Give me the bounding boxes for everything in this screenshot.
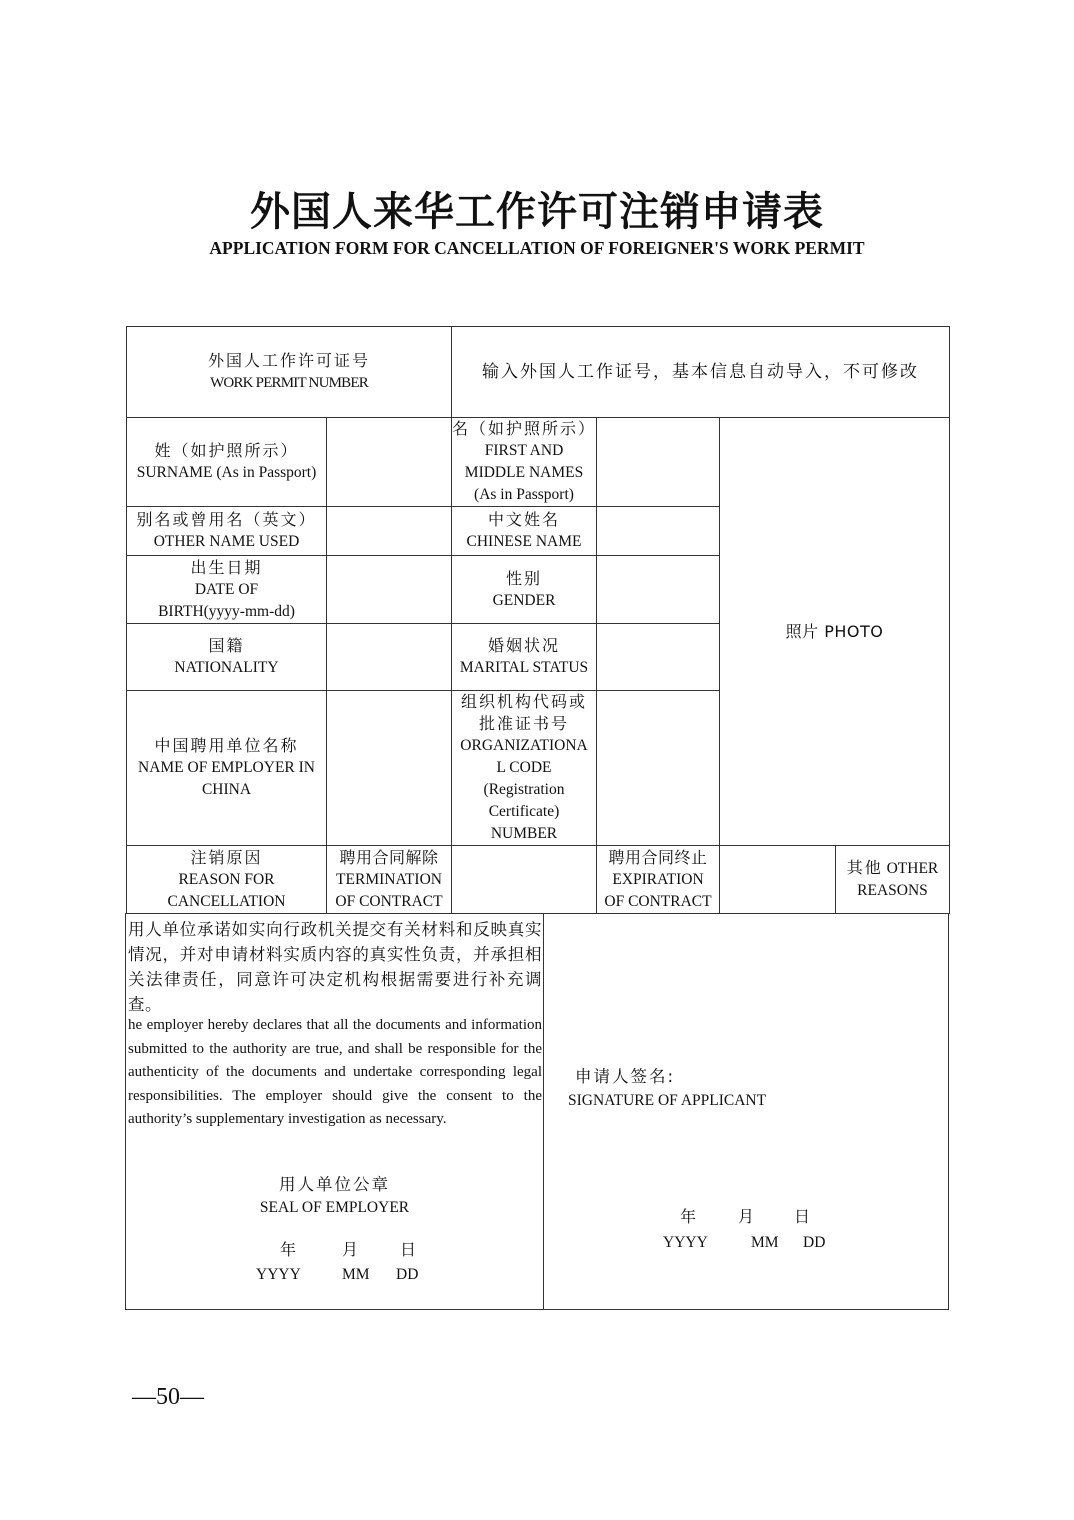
org-code-label-en-3: (Registration <box>483 781 565 798</box>
cancellation-label-en-2: CANCELLATION <box>167 892 286 910</box>
permit-number-label-cell <box>126 326 452 418</box>
employer-label-en-1: NAME OF EMPLOYER IN <box>138 759 315 776</box>
declaration-text-cn: 用人单位承诺如实向行政机关提交有关材料和反映真实情况，并对申请材料实质内容的真实性负责，并承担相关法律责任，同意许可决定机构根据需要进行补充调查。 <box>128 920 542 1014</box>
nationality-label-en: NATIONALITY <box>174 659 279 676</box>
chinese-name-input[interactable] <box>596 506 720 556</box>
reason-other-checkbox[interactable] <box>835 845 950 914</box>
photo-label: 照片 PHOTO <box>785 621 884 641</box>
employer-label-cn: 中国聘用单位名称 <box>154 736 299 755</box>
gender-label-en: GENDER <box>492 591 556 609</box>
dob-label-cell <box>126 555 327 624</box>
cancellation-label-en-1: REASON FOR <box>178 870 275 888</box>
signature-date-month-en: MM <box>751 1234 779 1251</box>
org-code-label-en-2: L CODE <box>496 759 552 776</box>
marital-status-label-cell <box>451 623 597 691</box>
other-name-input[interactable] <box>326 506 452 556</box>
seal-label-cn: 用人单位公章 <box>279 1175 390 1194</box>
surname-input[interactable] <box>326 417 452 507</box>
reason-expiration-cn: 聘用合同终止 <box>608 847 708 867</box>
signature-label-cn: 申请人签名: <box>575 1067 676 1086</box>
permit-number-hint: 输入外国人工作证号，基本信息自动导入，不可修改 <box>482 362 919 382</box>
org-code-label-en-1: ORGANIZATIONA <box>460 737 588 754</box>
seal-date-day-cn: 日 <box>400 1240 419 1259</box>
first-names-input[interactable] <box>596 417 720 507</box>
seal-date-month-cn: 月 <box>342 1240 361 1259</box>
permit-number-label-en: WORK PERMIT NUMBER <box>210 375 368 391</box>
reason-expiration-en-2: OF CONTRACT <box>604 892 712 910</box>
reason-termination-en-2: OF CONTRACT <box>335 892 443 910</box>
permit-number-input[interactable] <box>451 326 950 418</box>
first-names-label-cn: 名（如护照所示） <box>452 419 597 438</box>
other-name-label-cn: 别名或曾用名（英文） <box>136 510 317 529</box>
reason-expiration-label <box>596 845 720 914</box>
signature-date-day-cn: 日 <box>794 1207 813 1226</box>
form-title-en: APPLICATION FORM FOR CANCELLATION OF FOREIGNER'S WORK PERMIT <box>209 238 865 258</box>
employer-label-cell <box>126 690 327 846</box>
reason-termination-en-1: TERMINATION <box>336 870 442 888</box>
seal-date-cn <box>278 1239 438 1261</box>
dob-input[interactable] <box>326 555 452 624</box>
chinese-name-label-cell <box>451 506 597 556</box>
employer-label-en-2: CHINA <box>201 781 252 798</box>
seal-date-day-en: DD <box>396 1266 419 1283</box>
chinese-name-label-cn: 中文姓名 <box>487 510 560 529</box>
nationality-label-cell <box>126 623 327 691</box>
marital-status-input[interactable] <box>596 623 720 691</box>
photo-box[interactable] <box>719 417 950 846</box>
signature-date-day-en: DD <box>803 1234 826 1251</box>
signature-date-en[interactable] <box>663 1232 863 1254</box>
org-code-input[interactable] <box>596 690 720 846</box>
employer-declaration-cell <box>125 913 544 1310</box>
signature-date-cn <box>680 1206 840 1228</box>
form-title-cn: 外国人来华工作许可注销申请表 <box>250 189 824 235</box>
org-code-label-cell <box>451 690 597 846</box>
reason-other-cn: 其他 <box>846 858 883 877</box>
declaration-text-en: he employer hereby declares that all the documents and information submitted to the authority are true, and shall be responsible for the authenticity of the documents and undertake corresponding legal responsibilities. The employer should give the consent to the authority’s supplementary investigation as necessary. <box>128 1017 542 1127</box>
dob-label-en-2: BIRTH(yyyy-mm-dd) <box>158 602 295 620</box>
reason-other-en-2: REASONS <box>857 882 928 899</box>
cancellation-label-cn: 注销原因 <box>190 847 263 867</box>
chinese-name-label-en: CHINESE NAME <box>466 533 582 550</box>
reason-termination-cn: 聘用合同解除 <box>339 847 439 867</box>
gender-label-cn: 性别 <box>505 568 542 588</box>
reason-expiration-en-1: EXPIRATION <box>612 870 704 888</box>
employer-input[interactable] <box>326 690 452 846</box>
org-code-label-en-5: NUMBER <box>490 825 558 842</box>
dob-label-cn: 出生日期 <box>190 557 263 577</box>
signature-date-year-cn: 年 <box>680 1207 699 1226</box>
gender-input[interactable] <box>596 555 720 624</box>
seal-label-en: SEAL OF EMPLOYER <box>259 1199 410 1216</box>
surname-label-cn: 姓（如护照所示） <box>154 441 299 460</box>
marital-status-label-en: MARITAL STATUS <box>459 659 589 676</box>
first-names-label-en-1: FIRST AND <box>484 442 564 459</box>
nationality-label-cn: 国籍 <box>208 636 245 655</box>
permit-number-label-cn: 外国人工作许可证号 <box>207 351 370 370</box>
surname-label-cell <box>126 417 327 507</box>
org-code-label-en-4: Certificate) <box>488 803 560 820</box>
reason-termination-checkbox[interactable] <box>451 845 597 914</box>
reason-expiration-checkbox[interactable] <box>719 845 836 914</box>
reason-termination-label <box>326 845 452 914</box>
nationality-input[interactable] <box>326 623 452 691</box>
seal-date-year-cn: 年 <box>280 1240 299 1259</box>
marital-status-label-cn: 婚姻状况 <box>487 636 560 655</box>
org-code-label-cn-1: 组织机构代码或 <box>460 692 587 711</box>
org-code-label-cn-2: 批准证书号 <box>478 714 569 733</box>
first-names-label-en-2: MIDDLE NAMES <box>464 464 584 481</box>
applicant-signature-cell[interactable] <box>543 913 949 1310</box>
signature-date-month-cn: 月 <box>738 1207 757 1226</box>
surname-label-en: SURNAME (As in Passport) <box>136 464 317 481</box>
cancellation-label-cell <box>126 845 327 914</box>
seal-date-en[interactable] <box>256 1264 456 1286</box>
page-number: —50— <box>132 1384 204 1410</box>
seal-date-month-en: MM <box>342 1266 370 1283</box>
signature-label-en: SIGNATURE OF APPLICANT <box>568 1092 767 1109</box>
dob-label-en-1: DATE OF <box>194 580 259 598</box>
first-names-label-cell <box>451 417 597 507</box>
reason-other-en-1: OTHER <box>886 860 939 877</box>
signature-date-year-en: YYYY <box>663 1234 708 1251</box>
other-name-label-en: OTHER NAME USED <box>153 533 300 550</box>
other-name-label-cell <box>126 506 327 556</box>
seal-date-year-en: YYYY <box>256 1266 301 1283</box>
gender-label-cell <box>451 555 597 624</box>
first-names-label-en-3: (As in Passport) <box>474 486 574 503</box>
